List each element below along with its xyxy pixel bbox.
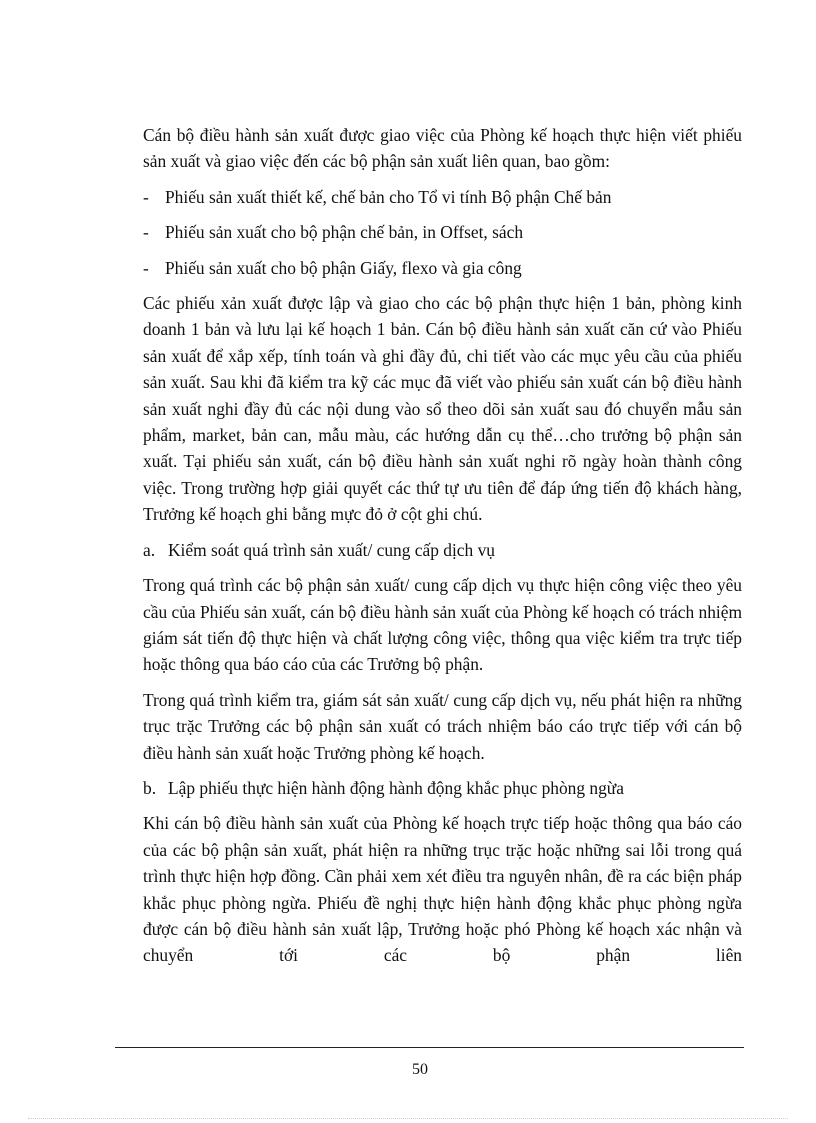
section-b-heading: [143, 775, 742, 801]
intro-paragraph: Cán bộ điều hành sản xuất được giao việc của Phòng kế hoạch thực hiện viết phiếu sản xuất và giao việc đến các bộ phận sản xuất liên quan, bao gồm:: [143, 125, 742, 172]
section-a-title: Kiểm soát quá trình sản xuất/ cung cấp dịch vụ: [168, 539, 495, 560]
page-edge-divider: [28, 1118, 788, 1119]
supervision-paragraph: Trong quá trình các bộ phận sản xuất/ cung cấp dịch vụ thực hiện công việc theo yêu cầu của Phiếu sản xuất, cán bộ điều hành sản xuất của Phòng kế hoạch có trách nhiệm giám sát tiến độ thực hiện và chất lượng công việc, thông qua việc kiểm tra trực tiếp hoặc thông qua báo cáo của các Trưởng bộ phận.: [143, 575, 742, 675]
bullet-text: Phiếu sản xuất cho bộ phận chế bản, in Offset, sách: [165, 222, 524, 243]
bullet-item: [143, 184, 742, 210]
production-slip-paragraph: Các phiếu xản xuất được lập và giao cho các bộ phận thực hiện 1 bản, phòng kinh doanh 1 bản và lưu lại kế hoạch 1 bản. Cán bộ điều hành sản xuất căn cứ vào Phiếu sản xuất để xắp xếp, tính toán và ghi đầy đủ, chi tiết vào các mục yêu cầu của phiếu sản xuất. Sau khi đã kiểm tra kỹ các mục đã viết vào phiếu sản xuất cán bộ điều hành sản xuất nghi đầy đủ các nội dung vào sổ theo dõi sản xuất sau đó chuyển mẫu sản phẩm, market, bản can, mẫu màu, các hướng dẫn cụ thể…cho trưởng bộ phận sản xuất. Tại phiếu sản xuất, cán bộ điều hành sản xuất nghi rõ ngày hoàn thành công việc. Trong trường hợp giải quyết các thứ tự ưu tiên để đáp ứng tiến độ khách hàng, Trưởng kế hoạch ghi bằng mực đỏ ở cột ghi chú.: [143, 293, 742, 525]
section-a-marker: a.: [143, 539, 156, 560]
bullet-marker: -: [143, 186, 149, 207]
bullet-marker: -: [143, 222, 149, 243]
section-b-title: Lập phiếu thực hiện hành động hành động khắc phục phòng ngừa: [168, 777, 624, 798]
footer-divider: [115, 1047, 744, 1048]
page-body: [143, 122, 742, 978]
bullet-text: Phiếu sản xuất thiết kế, chế bản cho Tổ vi tính Bộ phận Chế bản: [165, 186, 612, 207]
bullet-item: [143, 219, 742, 245]
bullet-marker: -: [143, 257, 149, 278]
bullet-item: [143, 255, 742, 281]
corrective-action-paragraph: Khi cán bộ điều hành sản xuất của Phòng kế hoạch trực tiếp hoặc thông qua báo cáo của các bộ phận sản xuất, phát hiện ra những trục trặc hoặc những sai lỗi trong quá trình thực hiện hợp đồng. Cần phải xem xét điều tra nguyên nhân, đề ra các biện pháp khắc phục phòng ngừa. Phiếu đề nghị thực hiện hành động khắc phục phòng ngừa được cán bộ điều hành sản xuất lập, Trưởng hoặc phó Phòng kế hoạch xác nhận và chuyển tới các bộ phận liên: [143, 813, 742, 966]
section-a-heading: [143, 537, 742, 563]
page-number: 50: [412, 1061, 428, 1078]
inspection-paragraph: Trong quá trình kiểm tra, giám sát sản xuất/ cung cấp dịch vụ, nếu phát hiện ra những trục trặc Trưởng các bộ phận sản xuất có trách nhiệm báo cáo trực tiếp với cán bộ điều hành sản xuất hoặc Trưởng phòng kế hoạch.: [143, 689, 742, 763]
section-b-marker: b.: [143, 777, 157, 798]
bullet-text: Phiếu sản xuất cho bộ phận Giấy, flexo và gia công: [165, 257, 522, 278]
